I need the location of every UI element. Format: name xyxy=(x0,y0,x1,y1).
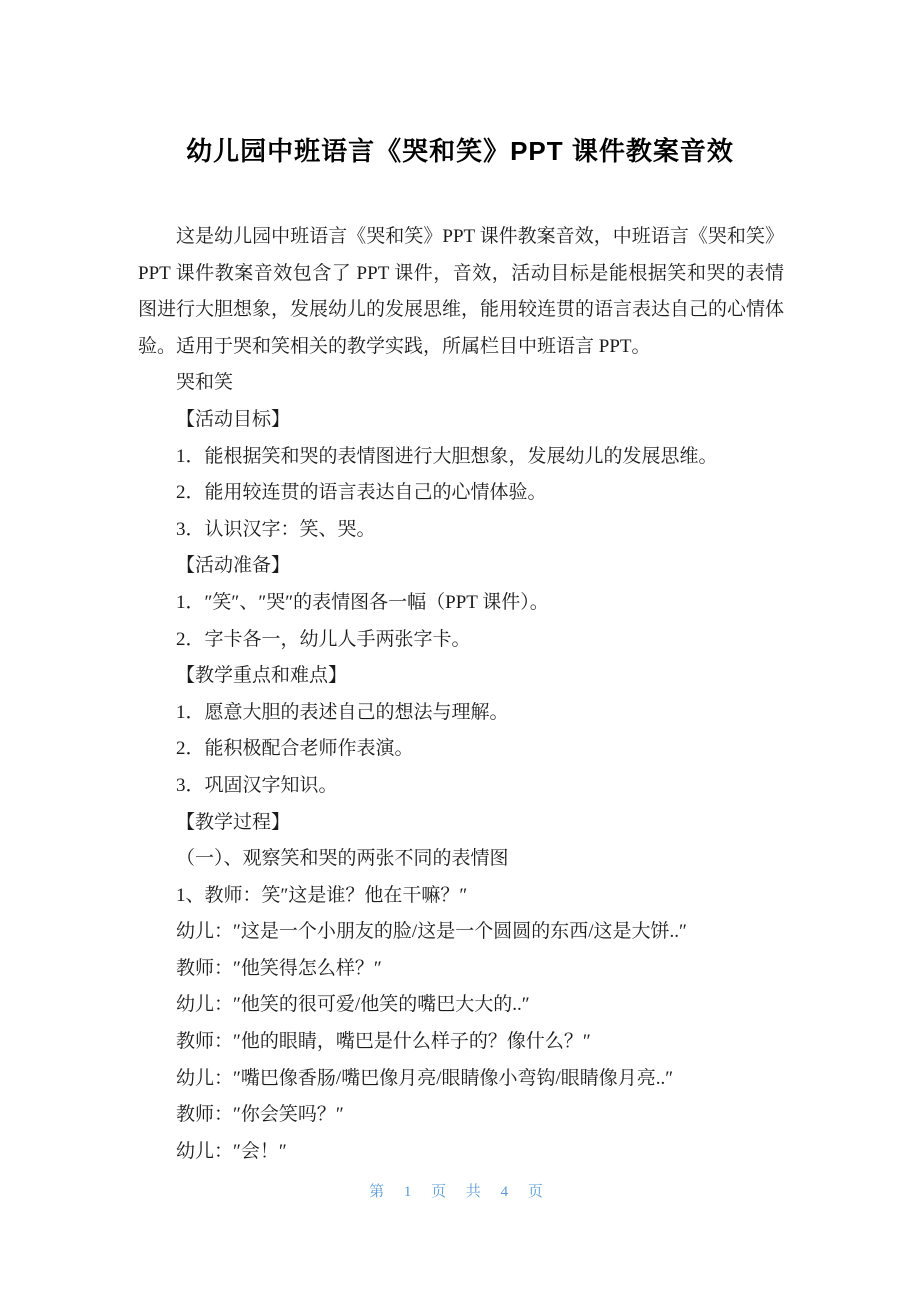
page-footer xyxy=(0,1181,920,1203)
paragraph: 幼儿：″他笑的很可爱/他笑的嘴巴大大的..″ xyxy=(176,994,530,1016)
paragraph: 1．″笑″、″哭″的表情图各一幅（PPT 课件）。 xyxy=(176,591,549,613)
paragraph: 幼儿：″会！″ xyxy=(176,1140,287,1162)
paragraph: 1．能根据笑和哭的表情图进行大胆想象，发展幼儿的发展思维。 xyxy=(176,445,718,467)
document-body xyxy=(138,219,784,1170)
paragraph: 幼儿：″嘴巴像香肠/嘴巴像月亮/眼睛像小弯钩/眼睛像月亮..″ xyxy=(176,1067,674,1089)
paragraph: 2．能积极配合老师作表演。 xyxy=(176,738,414,760)
paragraph: 这是幼儿园中班语言《哭和笑》PPT 课件教案音效，中班语言《哭和笑》PPT 课件教案音效包含了 PPT 课件，音效，活动目标是能根据笑和哭的表情图进行大胆想象，发展幼儿的发展思维，能用较连贯的语言表达自己的心情体验。适用于哭和笑相关的教学实践，所属栏目中班语言 PPT。 xyxy=(138,226,785,357)
paragraph: 2．能用较连贯的语言表达自己的心情体验。 xyxy=(176,482,547,504)
paragraph: 【活动准备】 xyxy=(176,555,291,577)
paragraph: 【教学重点和难点】 xyxy=(176,665,348,687)
paragraph: （一）、观察笑和哭的两张不同的表情图 xyxy=(176,848,509,870)
document-title: 幼儿园中班语言《哭和笑》PPT 课件教案音效 xyxy=(186,136,734,166)
paragraph: 【教学过程】 xyxy=(176,811,291,833)
paragraph: 2．字卡各一，幼儿人手两张字卡。 xyxy=(176,628,471,650)
page-number-text: 第 1 页 共 4 页 xyxy=(369,1184,551,1200)
paragraph: 1、教师：笑″这是谁？他在干嘛？″ xyxy=(176,884,468,906)
paragraph: 教师：″他笑得怎么样？″ xyxy=(176,957,382,979)
paragraph: 哭和笑 xyxy=(176,372,234,394)
paragraph: 【活动目标】 xyxy=(176,408,291,430)
paragraph: 3．认识汉字：笑、哭。 xyxy=(176,518,376,540)
paragraph: 教师：″他的眼睛，嘴巴是什么样子的？像什么？″ xyxy=(176,1031,591,1053)
paragraph: 幼儿：″这是一个小朋友的脸/这是一个圆圆的东西/这是大饼..″ xyxy=(176,921,687,943)
paragraph: 1．愿意大胆的表述自己的想法与理解。 xyxy=(176,701,509,723)
paragraph: 3．巩固汉字知识。 xyxy=(176,774,338,796)
paragraph: 教师：″你会笑吗？″ xyxy=(176,1104,344,1126)
